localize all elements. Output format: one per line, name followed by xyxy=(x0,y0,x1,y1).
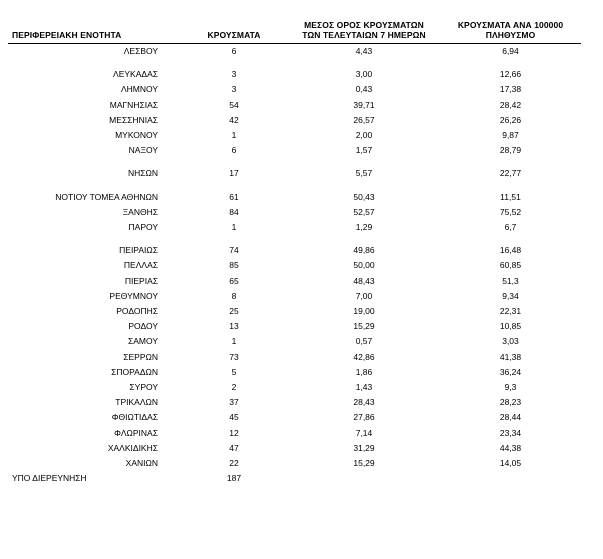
cell-per100k: 23,34 xyxy=(499,427,522,438)
cell-avg7 xyxy=(288,471,440,486)
cell-per100k: 16,48 xyxy=(499,245,522,256)
table-row xyxy=(8,456,581,471)
cell-per100k: 22,77 xyxy=(499,168,522,179)
table-row xyxy=(8,220,581,235)
cell-region: ΣΑΜΟΥ xyxy=(127,336,158,347)
cell-region: ΠΕΙΡΑΙΩΣ xyxy=(119,245,158,256)
table-spacer-row xyxy=(8,235,581,243)
cell-per100k: 26,26 xyxy=(499,114,522,125)
cell-per100k: 6,7 xyxy=(504,222,517,233)
cell-avg7: 27,86 xyxy=(353,412,375,423)
cell-cases: 37 xyxy=(229,397,239,408)
table-row xyxy=(8,395,581,410)
cell-avg7: 52,57 xyxy=(353,206,375,217)
cell-region: ΜΕΣΣΗΝΙΑΣ xyxy=(109,114,158,125)
cell-avg7: 0,43 xyxy=(355,84,373,95)
cell-region: ΣΠΟΡΑΔΩΝ xyxy=(111,366,158,377)
cell-cases: 1 xyxy=(231,130,237,141)
column-header-cases: ΚΡΟΥΣΜΑΤΑ xyxy=(180,6,288,44)
cell-per100k: 10,85 xyxy=(499,321,522,332)
table-row xyxy=(8,82,581,97)
cell-per100k: 51,3 xyxy=(502,275,519,286)
cell-per100k: 28,42 xyxy=(499,99,522,110)
table-spacer-row xyxy=(8,158,581,166)
column-header-avg7-line1: ΜΕΣΟΣ ΟΡΟΣ ΚΡΟΥΣΜΑΤΩΝ xyxy=(304,19,424,30)
cell-avg7: 1,57 xyxy=(355,145,373,156)
cell-region: ΦΘΙΩΤΙΔΑΣ xyxy=(111,412,158,423)
cell-per100k: 22,31 xyxy=(499,306,522,317)
cell-cases: 47 xyxy=(229,442,239,453)
cell-cases: 1 xyxy=(231,336,237,347)
cell-avg7: 15,29 xyxy=(353,458,375,469)
table-row xyxy=(8,380,581,395)
cell-region: ΜΥΚΟΝΟΥ xyxy=(115,130,158,141)
cell-region: ΦΛΩΡΙΝΑΣ xyxy=(114,427,158,438)
table-row xyxy=(8,113,581,128)
cell-region: ΧΑΝΙΩΝ xyxy=(125,458,158,469)
cell-avg7: 42,86 xyxy=(353,351,375,362)
cell-per100k: 28,79 xyxy=(499,145,522,156)
cell-cases: 3 xyxy=(231,69,237,80)
cell-cases: 54 xyxy=(229,99,239,110)
table-row xyxy=(8,365,581,380)
cell-per100k: 14,05 xyxy=(499,458,522,469)
cell-region: ΡΟΔΟΥ xyxy=(128,321,158,332)
cell-per100k: 75,52 xyxy=(499,206,522,217)
cell-region: ΠΑΡΟΥ xyxy=(128,222,158,233)
cell-region: ΞΑΝΘΗΣ xyxy=(122,206,158,217)
cell-avg7: 49,86 xyxy=(353,245,375,256)
cell-avg7: 3,00 xyxy=(355,69,373,80)
cell-avg7: 4,43 xyxy=(355,46,373,56)
cell-region: ΧΑΛΚΙΔΙΚΗΣ xyxy=(107,442,158,453)
cell-cases: 1 xyxy=(231,222,237,233)
cell-avg7: 15,29 xyxy=(353,321,375,332)
cell-cases: 8 xyxy=(231,290,237,301)
cell-cases: 6 xyxy=(231,46,237,56)
cell-region: ΥΠΟ ΔΙΕΡΕΥΝΗΣΗ xyxy=(12,473,87,484)
cell-avg7: 50,43 xyxy=(353,191,375,202)
cell-region: ΛΗΜΝΟΥ xyxy=(120,84,158,95)
spacer-cell xyxy=(8,182,581,190)
cell-cases: 85 xyxy=(229,260,239,271)
cell-cases: 74 xyxy=(229,245,239,256)
cell-per100k: 6,94 xyxy=(502,46,519,56)
cell-region: ΣΕΡΡΩΝ xyxy=(123,351,158,362)
cell-per100k: 60,85 xyxy=(499,260,522,271)
table-row xyxy=(8,98,581,113)
cell-avg7: 1,29 xyxy=(355,222,373,233)
table-row xyxy=(8,44,581,60)
cell-cases: 3 xyxy=(231,84,237,95)
table-row xyxy=(8,190,581,205)
cell-cases: 17 xyxy=(229,168,239,179)
cell-per100k: 28,23 xyxy=(499,397,522,408)
cell-per100k: 44,38 xyxy=(499,442,522,453)
cell-avg7: 0,57 xyxy=(355,336,373,347)
cell-cases: 73 xyxy=(229,351,239,362)
cell-cases: 45 xyxy=(229,412,239,423)
table-row xyxy=(8,410,581,425)
cell-region: ΝΑΞΟΥ xyxy=(128,145,158,156)
cell-per100k: 17,38 xyxy=(499,84,522,95)
column-header-per100k xyxy=(440,6,581,44)
cell-region: ΡΟΔΟΠΗΣ xyxy=(116,306,158,317)
cell-region: ΛΕΣΒΟΥ xyxy=(123,46,158,56)
cell-avg7: 1,86 xyxy=(355,366,373,377)
table-row xyxy=(8,274,581,289)
cell-avg7: 39,71 xyxy=(353,99,375,110)
cell-region: ΝΗΣΩΝ xyxy=(127,168,158,179)
column-header-avg7-line2: ΤΩΝ ΤΕΛΕΥΤΑΙΩΝ 7 ΗΜΕΡΩΝ xyxy=(302,30,426,41)
cell-cases: 13 xyxy=(229,321,239,332)
cell-avg7: 1,43 xyxy=(355,382,373,393)
cell-per100k: 36,24 xyxy=(499,366,522,377)
cell-region: ΠΕΛΛΑΣ xyxy=(123,260,158,271)
column-header-per100k-line2: ΠΛΗΘΥΣΜΟ xyxy=(485,30,536,41)
column-header-per100k-line1: ΚΡΟΥΣΜΑΤΑ ΑΝΑ 100000 xyxy=(457,19,564,30)
spreadsheet-page xyxy=(0,6,603,559)
cell-region: ΣΥΡΟΥ xyxy=(129,382,158,393)
table-row xyxy=(8,243,581,258)
cell-per100k: 11,51 xyxy=(500,191,521,202)
table-body xyxy=(8,44,581,487)
cell-avg7: 50,00 xyxy=(353,260,375,271)
cell-cases: 6 xyxy=(231,145,237,156)
cell-cases: 65 xyxy=(229,275,239,286)
spacer-cell xyxy=(8,158,581,166)
cell-avg7: 7,14 xyxy=(355,427,373,438)
cell-cases: 12 xyxy=(229,427,239,438)
spacer-cell xyxy=(8,59,581,67)
cell-per100k: 3,03 xyxy=(502,336,519,347)
cell-cases: 5 xyxy=(231,366,237,377)
table-row xyxy=(8,334,581,349)
cell-avg7: 2,00 xyxy=(355,130,373,141)
table-row xyxy=(8,471,581,486)
cell-avg7: 5,57 xyxy=(355,168,373,179)
table-spacer-row xyxy=(8,59,581,67)
table-row xyxy=(8,319,581,334)
table-row xyxy=(8,289,581,304)
cell-avg7: 26,57 xyxy=(353,114,375,125)
table-header xyxy=(8,6,581,44)
cell-cases: 187 xyxy=(226,473,242,484)
cell-per100k xyxy=(440,471,581,486)
cell-region: ΛΕΥΚΑΔΑΣ xyxy=(113,69,158,80)
cell-per100k: 9,34 xyxy=(502,290,519,301)
cell-region: ΠΙΕΡΙΑΣ xyxy=(124,275,158,286)
table-row xyxy=(8,426,581,441)
cell-per100k: 9,87 xyxy=(502,130,519,141)
table-row xyxy=(8,350,581,365)
cases-table xyxy=(8,6,581,486)
cell-cases: 2 xyxy=(231,382,237,393)
cell-per100k: 41,38 xyxy=(499,351,522,362)
cell-region: ΤΡΙΚΑΛΩΝ xyxy=(115,397,158,408)
table-row xyxy=(8,441,581,456)
column-header-region: ΠΕΡΙΦΕΡΕΙΑΚΗ ΕΝΟΤΗΤΑ xyxy=(8,6,180,44)
cell-cases: 84 xyxy=(229,206,239,217)
cell-avg7: 48,43 xyxy=(353,275,375,286)
cell-per100k: 12,66 xyxy=(499,69,522,80)
column-header-avg7 xyxy=(288,6,440,44)
cell-cases: 25 xyxy=(229,306,239,317)
table-row xyxy=(8,128,581,143)
table-spacer-row xyxy=(8,182,581,190)
cell-cases: 22 xyxy=(229,458,239,469)
cell-avg7: 28,43 xyxy=(353,397,375,408)
cell-cases: 42 xyxy=(229,114,239,125)
cell-avg7: 31,29 xyxy=(353,442,375,453)
table-row xyxy=(8,166,581,181)
table-row xyxy=(8,143,581,158)
spacer-cell xyxy=(8,235,581,243)
table-header-row xyxy=(8,6,581,44)
cell-per100k: 28,44 xyxy=(499,412,522,423)
cell-region: ΡΕΘΥΜΝΟΥ xyxy=(109,290,158,301)
cell-region: ΜΑΓΝΗΣΙΑΣ xyxy=(109,99,158,110)
table-row xyxy=(8,258,581,273)
cell-cases: 61 xyxy=(229,191,239,202)
table-row xyxy=(8,205,581,220)
cell-per100k: 9,3 xyxy=(504,382,517,393)
table-row xyxy=(8,67,581,82)
table-row xyxy=(8,304,581,319)
cell-region: ΝΟΤΙΟΥ ΤΟΜΕΑ ΑΘΗΝΩΝ xyxy=(55,191,158,202)
cell-avg7: 19,00 xyxy=(353,306,375,317)
cell-avg7: 7,00 xyxy=(355,290,373,301)
